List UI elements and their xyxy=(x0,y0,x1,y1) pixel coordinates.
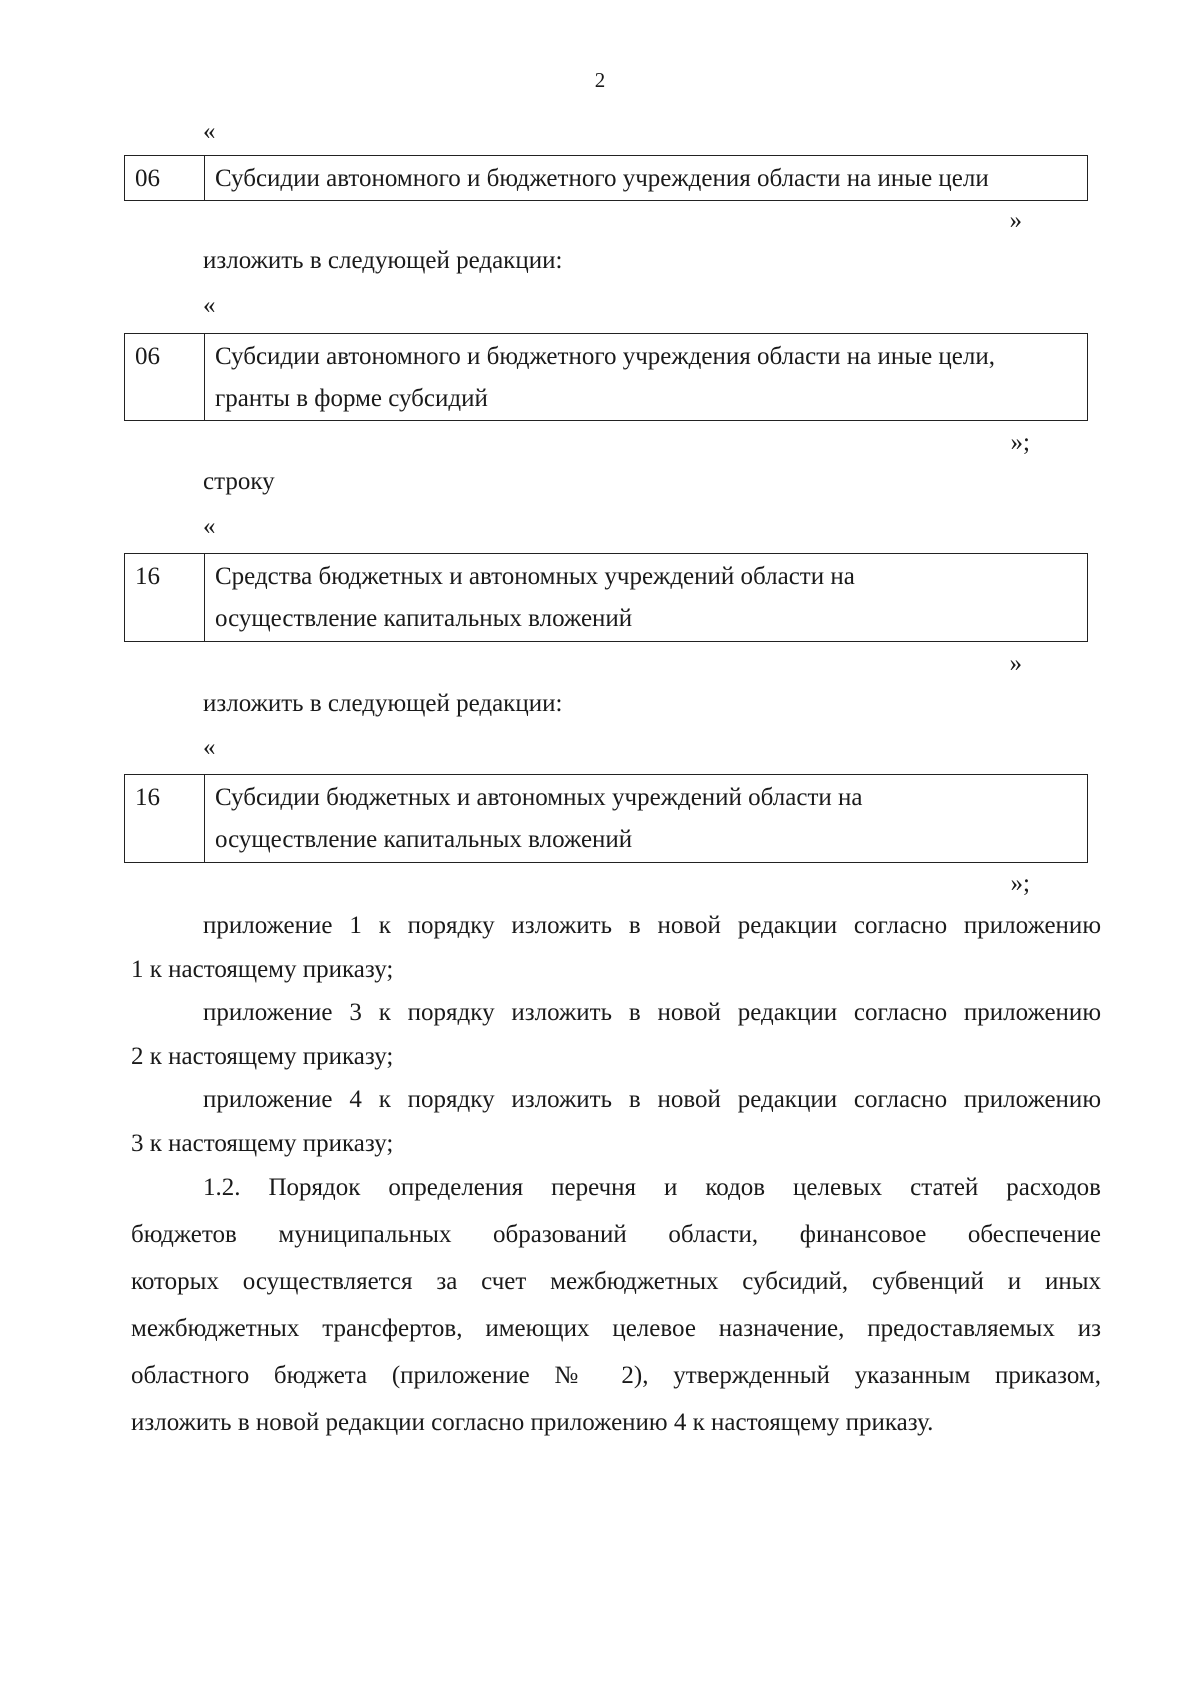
paragraph-line: областного бюджета (приложение № 2), утвержденный указанным приказом, xyxy=(131,1362,1101,1389)
quote-open: « xyxy=(203,292,216,319)
quote-close: »; xyxy=(1010,429,1030,456)
old-row-16 xyxy=(124,553,1088,642)
row-description xyxy=(215,554,1079,634)
row-description-line: Субсидии бюджетных и автономных учреждений области на xyxy=(215,784,863,811)
paragraph-line: приложение 3 к порядку изложить в новой редакции согласно приложению xyxy=(203,999,1101,1026)
quote-open: « xyxy=(203,118,216,145)
row-description-line: гранты в форме субсидий xyxy=(215,385,488,412)
paragraph-line: приложение 4 к порядку изложить в новой редакции согласно приложению xyxy=(203,1086,1101,1113)
quote-open: « xyxy=(203,513,216,540)
row-code: 16 xyxy=(125,775,205,862)
paragraph-line: 2 к настоящему приказу; xyxy=(131,1043,394,1070)
row-description-line: Субсидии автономного и бюджетного учреждения области на иные цели xyxy=(215,165,989,192)
appendix-paragraph-3 xyxy=(131,1076,1101,1167)
paragraph-line: 1 к настоящему приказу; xyxy=(131,956,394,983)
instruction-text: изложить в следующей редакции: xyxy=(203,247,563,274)
paragraph-line: бюджетов муниципальных образований области, финансовое обеспечение xyxy=(131,1221,1101,1248)
row-description-line: Субсидии автономного и бюджетного учреждения области на иные цели, xyxy=(215,343,995,370)
row-description xyxy=(215,156,1079,194)
row-description xyxy=(215,775,1079,855)
row-description-line: Средства бюджетных и автономных учреждений области на xyxy=(215,563,855,590)
new-row-06 xyxy=(124,333,1088,421)
paragraph-line: приложение 1 к порядку изложить в новой редакции согласно приложению xyxy=(203,912,1101,939)
row-code: 16 xyxy=(125,554,205,641)
old-row-06 xyxy=(124,155,1088,201)
paragraph-line: межбюджетных трансфертов, имеющих целевое назначение, предоставляемых из xyxy=(131,1315,1101,1342)
row-label: строку xyxy=(203,468,275,495)
row-code: 06 xyxy=(125,334,205,420)
paragraph-line: 1.2. Порядок определения перечня и кодов целевых статей расходов xyxy=(203,1174,1101,1201)
row-description-line: осуществление капитальных вложений xyxy=(215,826,633,853)
row-code: 06 xyxy=(125,156,205,200)
paragraph-line: которых осуществляется за счет межбюджетных субсидий, субвенций и иных xyxy=(131,1268,1101,1295)
quote-close: »; xyxy=(1010,870,1030,897)
row-description xyxy=(215,334,1079,414)
new-row-16 xyxy=(124,774,1088,863)
appendix-paragraph-2 xyxy=(131,989,1101,1080)
paragraph-line: 3 к настоящему приказу; xyxy=(131,1130,394,1157)
section-1-2-paragraph xyxy=(131,1164,1101,1446)
quote-close: » xyxy=(1009,650,1022,677)
page-number: 2 xyxy=(594,68,606,92)
instruction-text: изложить в следующей редакции: xyxy=(203,690,563,717)
quote-close: » xyxy=(1009,207,1022,234)
appendix-paragraph-1 xyxy=(131,902,1101,993)
paragraph-line: изложить в новой редакции согласно приложению 4 к настоящему приказу. xyxy=(131,1409,934,1436)
quote-open: « xyxy=(203,734,216,761)
row-description-line: осуществление капитальных вложений xyxy=(215,605,633,632)
